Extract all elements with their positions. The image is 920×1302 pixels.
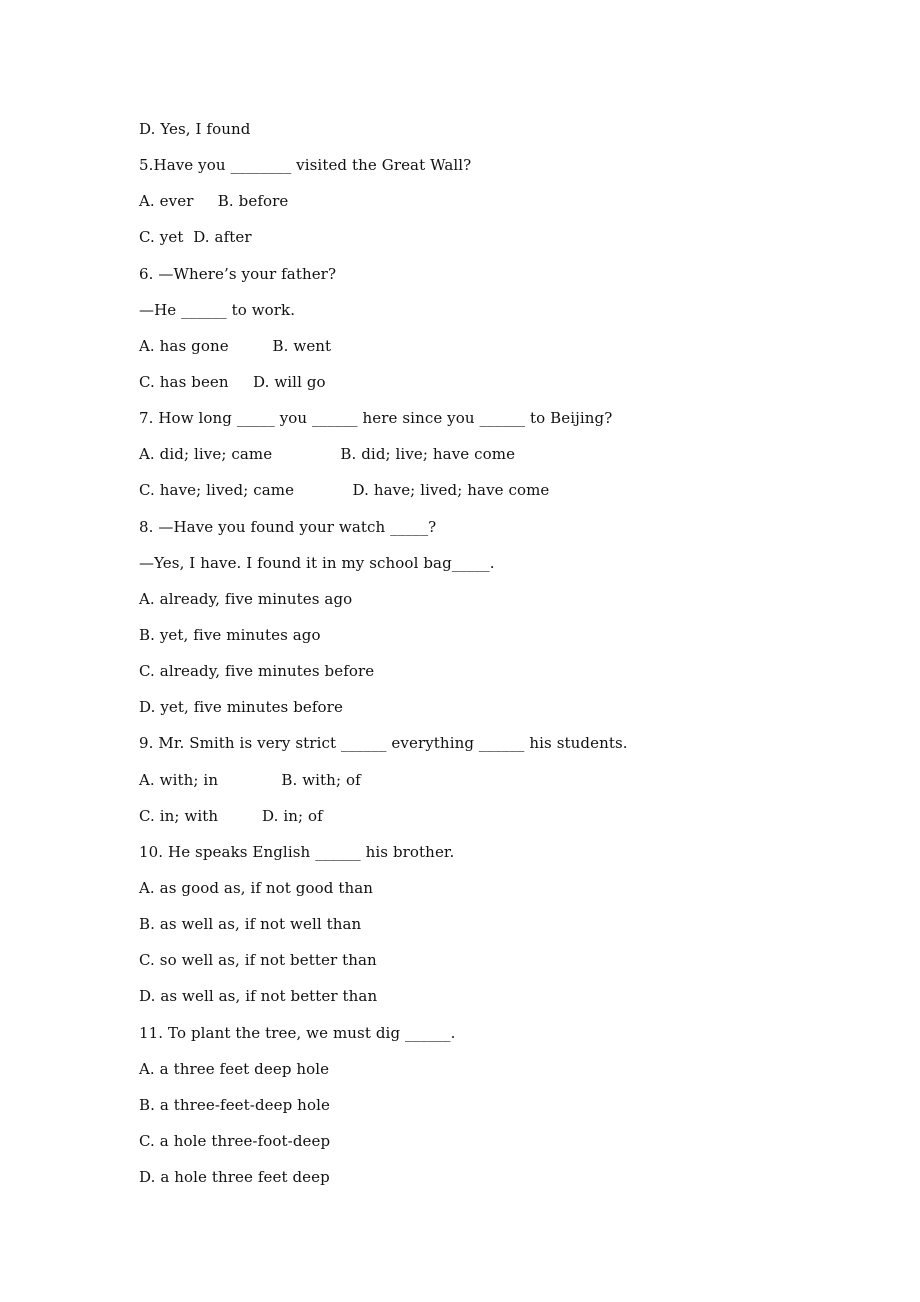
option-b-q8: B. yet, five minutes ago xyxy=(139,625,321,644)
option-a-q11: A. a three feet deep hole xyxy=(139,1059,330,1078)
options-q9-cd: C. in; with D. in; of xyxy=(139,806,323,825)
option-d-q11: D. a hole three feet deep xyxy=(139,1168,330,1187)
question-8-reply: —Yes, I have. I found it in my school bag_____. xyxy=(139,553,495,572)
option-c-q11: C. a hole three-foot-deep xyxy=(139,1131,331,1150)
question-9: 9. Mr. Smith is very strict ______ everything ______ his students. xyxy=(139,734,628,753)
document-body xyxy=(139,119,859,1203)
option-c-q10: C. so well as, if not better than xyxy=(139,951,377,970)
options-q7-cd: C. have; lived; came D. have; lived; have come xyxy=(139,481,550,500)
option-d-q10: D. as well as, if not better than xyxy=(139,987,378,1006)
options-q5-cd: C. yet D. after xyxy=(139,228,252,247)
option-b-q11: B. a three-feet-deep hole xyxy=(139,1095,330,1114)
question-6: 6. —Where’s your father? xyxy=(139,264,337,283)
options-q9-ab: A. with; in B. with; of xyxy=(139,770,361,789)
options-q6-ab: A. has gone B. went xyxy=(139,336,332,355)
question-11: 11. To plant the tree, we must dig ______. xyxy=(139,1023,456,1042)
option-a-q8: A. already, five minutes ago xyxy=(139,589,353,608)
option-d-q8: D. yet, five minutes before xyxy=(139,698,343,717)
option-c-q8: C. already, five minutes before xyxy=(139,662,375,681)
option-d-q4: D. Yes, I found xyxy=(139,120,251,138)
options-q7-ab: A. did; live; came B. did; live; have come xyxy=(139,445,516,464)
question-6-reply: —He ______ to work. xyxy=(139,300,296,319)
question-7: 7. How long _____ you ______ here since you ______ to Beijing? xyxy=(139,409,613,428)
options-q5-ab: A. ever B. before xyxy=(139,192,289,211)
option-b-q10: B. as well as, if not well than xyxy=(139,915,362,934)
option-a-q10: A. as good as, if not good than xyxy=(139,878,374,897)
question-8: 8. —Have you found your watch _____? xyxy=(139,517,437,536)
question-5: 5.Have you ________ visited the Great Wall? xyxy=(139,156,472,175)
question-10: 10. He speaks English ______ his brother. xyxy=(139,842,455,861)
options-q6-cd: C. has been D. will go xyxy=(139,372,326,391)
